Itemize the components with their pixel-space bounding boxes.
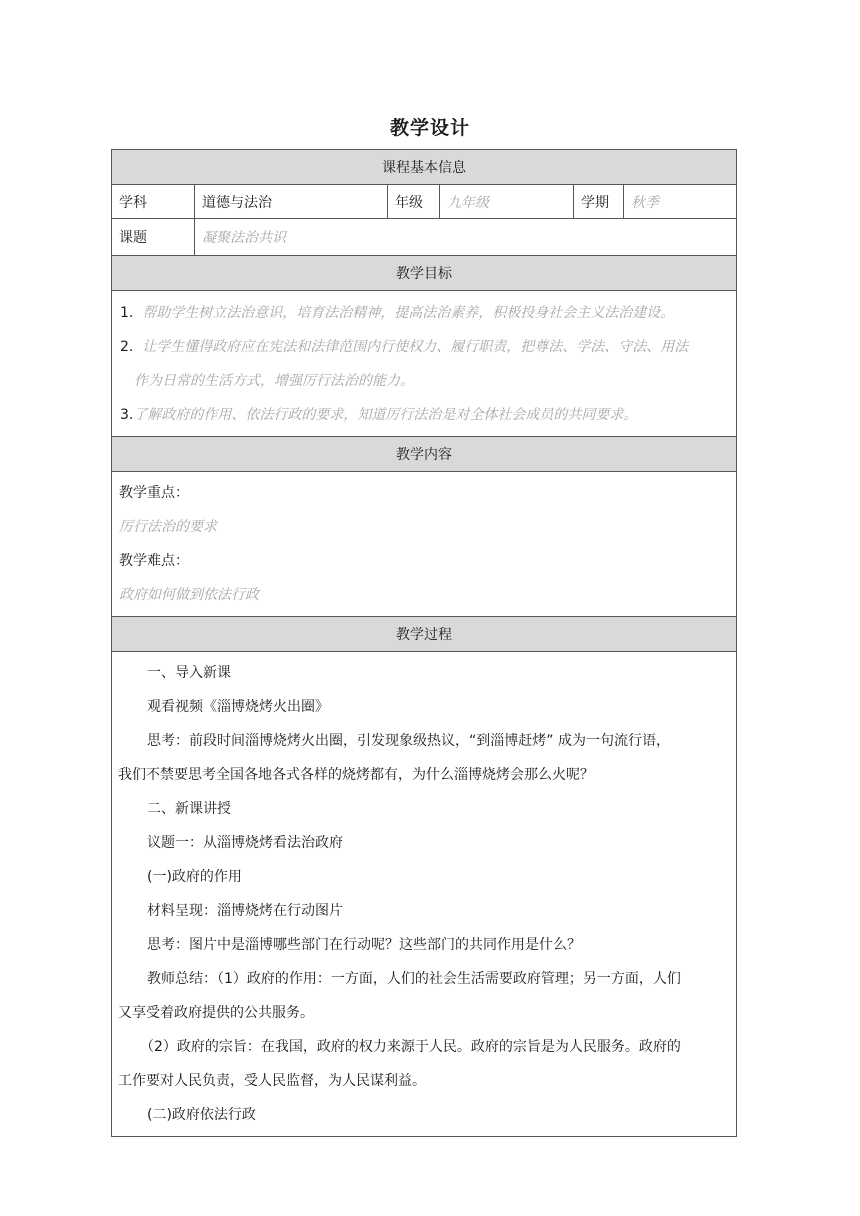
- goal-item: [120, 398, 730, 432]
- goal-text: 了解政府的作用、依法行政的要求，知道厉行法治是对全体社会成员的共同要求。: [133, 407, 638, 423]
- document-title: 教学设计: [389, 117, 470, 139]
- term-value: 秋季: [631, 194, 659, 211]
- term-label: 学期: [574, 185, 624, 218]
- goal-item: [120, 330, 730, 364]
- goal-item: [120, 296, 730, 330]
- key-point-label: 教学重点：: [119, 485, 189, 501]
- process-line: 思考：图片中是淄博哪些部门在行动呢？这些部门的共同作用是什么？: [147, 937, 581, 953]
- content-body: [112, 472, 736, 617]
- process-line: 工作要对人民负责，受人民监督，为人民谋利益。: [118, 1073, 426, 1089]
- grade-value: 九年级: [440, 185, 574, 218]
- process-line: 二、新课讲授: [147, 801, 231, 817]
- key-point-value: 厉行法治的要求: [119, 519, 217, 535]
- section-header-goals: 教学目标: [112, 256, 736, 291]
- section-header-content: 教学内容: [112, 437, 736, 472]
- goal-number: 3.: [120, 407, 134, 423]
- subject-value: 道德与法治: [195, 185, 388, 218]
- process-line: 议题一：从淄博烧烤看法治政府: [147, 835, 343, 851]
- goals-list: [112, 291, 736, 437]
- goal-text: 让学生懂得政府应在宪法和法律范围内行使权力、履行职责，把尊法、学法、守法、用法: [142, 339, 689, 355]
- process-line: 教师总结：（1）政府的作用：一方面，人们的社会生活需要政府管理；另一方面，人们: [147, 971, 681, 987]
- process-line: (一)政府的作用: [147, 869, 242, 885]
- goal-number: 2.: [120, 339, 134, 355]
- process-line: 观看视频《淄博烧烤火出圈》: [147, 699, 329, 715]
- process-line: （2）政府的宗旨：在我国，政府的权力来源于人民。政府的宗旨是为人民服务。政府的: [140, 1039, 681, 1055]
- section-header-process: 教学过程: [112, 617, 736, 652]
- subject-label: 学科: [112, 185, 195, 218]
- goal-number: 1.: [120, 305, 134, 321]
- goal-text-continued: 作为日常的生活方式，增强厉行法治的能力。: [134, 373, 414, 389]
- process-line: 我们不禁要思考全国各地各式各样的烧烤都有，为什么淄博烧烤会那么火呢？: [118, 767, 594, 783]
- topic-label: 课题: [112, 219, 195, 255]
- process-line: 材料呈现：淄博烧烤在行动图片: [147, 903, 343, 919]
- lesson-plan-table: [111, 149, 737, 1137]
- process-line: 思考：前段时间淄博烧烤火出圈，引发现象级热议，“到淄博赶烤” 成为一句流行语，: [147, 733, 670, 749]
- difficult-point-value: 政府如何做到依法行政: [119, 587, 259, 603]
- basic-info-row: [112, 185, 736, 219]
- topic-row: [112, 219, 736, 256]
- topic-value: 凝聚法治共识: [202, 230, 286, 246]
- process-line: (二)政府依法行政: [147, 1107, 256, 1123]
- process-line: 一、导入新课: [147, 665, 231, 681]
- grade-label: 年级: [388, 185, 440, 218]
- goal-text: 帮助学生树立法治意识，培育法治精神，提高法治素养，积极投身社会主义法治建设。: [142, 305, 675, 321]
- difficult-point-label: 教学难点：: [119, 553, 189, 569]
- process-line: 又享受着政府提供的公共服务。: [118, 1005, 314, 1021]
- section-header-basic-info: 课程基本信息: [112, 150, 736, 185]
- process-body: [112, 652, 736, 1136]
